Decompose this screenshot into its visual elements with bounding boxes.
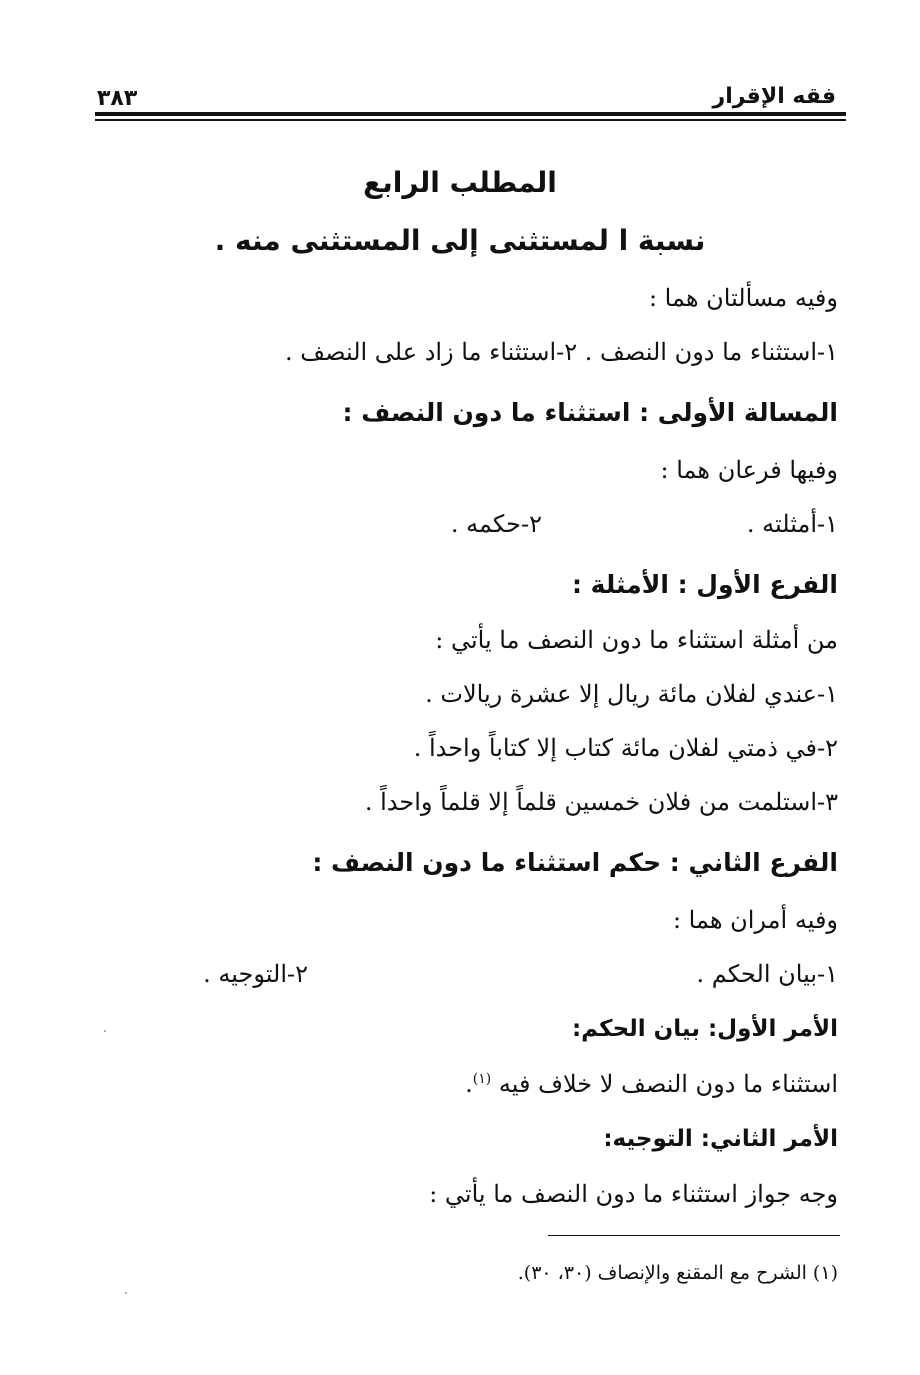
topics-line: ١-استثناء ما دون النصف . ٢-استثناء ما زاد على النصف . bbox=[285, 338, 838, 366]
section-subtitle: نسبة ا لمستثنى إلى المستثنى منه . bbox=[214, 224, 706, 257]
header-rule-thin bbox=[95, 119, 846, 121]
examples-intro: من أمثلة استثناء ما دون النصف ما يأتي : bbox=[435, 626, 838, 654]
matter1-heading: الأمر الأول: بيان الحكم: bbox=[571, 1016, 838, 1042]
issue1-heading: المسالة الأولى : استثناء ما دون النصف : bbox=[342, 398, 838, 427]
branch2-heading: الفرع الثاني : حكم استثناء ما دون النصف : bbox=[312, 848, 838, 877]
page-number: ٣٨٣ bbox=[97, 86, 138, 111]
footnote-separator bbox=[548, 1235, 840, 1236]
example-item-3: ٣-استلمت من فلان خمسين قلماً إلا قلماً واحداً . bbox=[364, 788, 838, 816]
matter1-body: استثناء ما دون النصف لا خلاف فيه bbox=[498, 1070, 838, 1098]
footnote-reference: (١) bbox=[472, 1071, 492, 1087]
scan-speck bbox=[125, 1292, 127, 1294]
example-item-2: ٢-في ذمتي لفلان مائة كتاب إلا كتاباً واحداً . bbox=[413, 734, 838, 762]
matter2-heading: الأمر الثاني: التوجيه: bbox=[603, 1126, 838, 1152]
header-rule-thick bbox=[95, 112, 846, 116]
branch2-intro: وفيه أمران هما : bbox=[672, 906, 838, 934]
branch1-heading: الفرع الأول : الأمثلة : bbox=[571, 570, 838, 599]
running-header-title: فقه الإقرار bbox=[712, 84, 836, 109]
section-title: المطلب الرابع bbox=[363, 166, 557, 199]
branch-item-first: ١-أمثلته . bbox=[746, 510, 838, 538]
footnote: (١) الشرح مع المقنع والإنصاف (٣٠، ٣٠). bbox=[517, 1262, 838, 1284]
example-item-1: ١-عندي لفلان مائة ريال إلا عشرة ريالات . bbox=[425, 680, 838, 708]
matter1-text: استثناء ما دون النصف لا خلاف فيه $^{(١)}$. bbox=[465, 1070, 838, 1098]
matter2-text: وجه جواز استثناء ما دون النصف ما يأتي : bbox=[429, 1180, 838, 1208]
scan-speck bbox=[104, 1030, 106, 1032]
matter-item-first: ١-بيان الحكم . bbox=[696, 960, 838, 988]
branch-item-second: ٢-حكمه . bbox=[450, 510, 542, 538]
intro-text: وفيه مسألتان هما : bbox=[648, 284, 838, 312]
issue1-intro: وفيها فرعان هما : bbox=[660, 456, 838, 484]
matter-item-second: ٢-التوجيه . bbox=[203, 960, 308, 988]
